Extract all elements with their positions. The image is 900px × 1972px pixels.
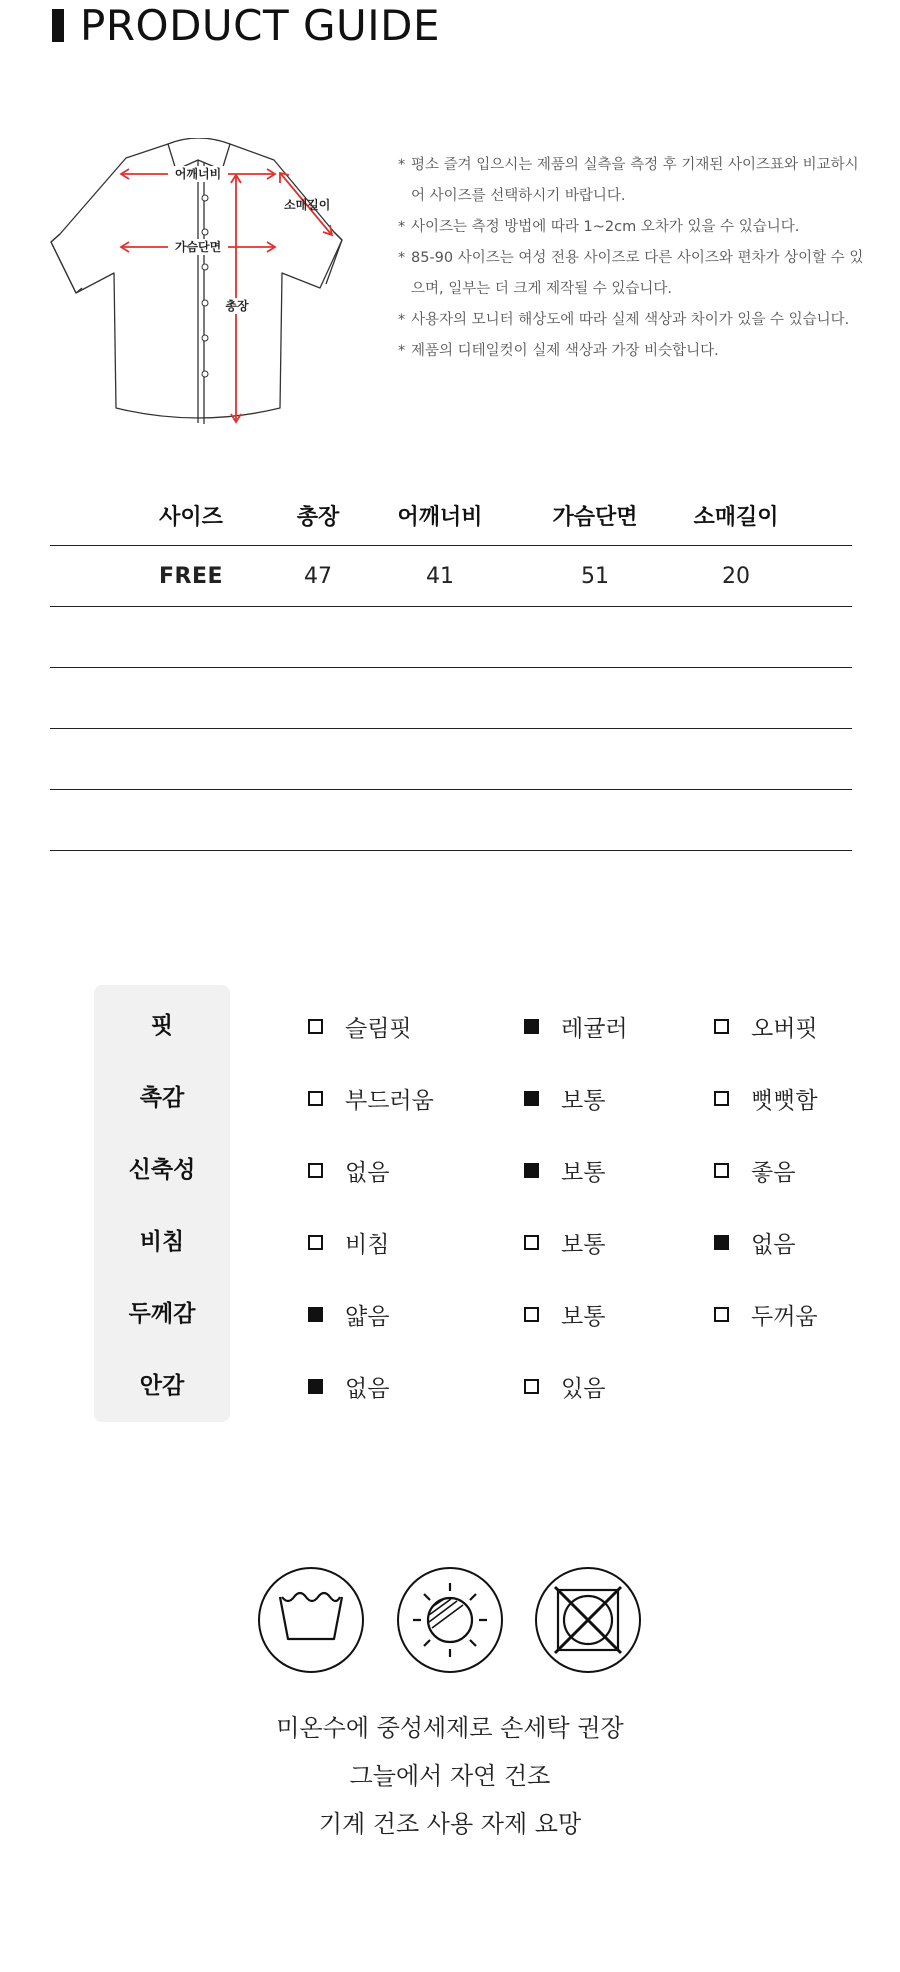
checkbox-icon xyxy=(714,1307,729,1322)
attribute-option xyxy=(524,1062,605,1134)
option-label: 부드러움 xyxy=(345,1087,434,1114)
option-label: 얇음 xyxy=(345,1303,390,1330)
note-bullet: * xyxy=(398,250,406,266)
table-cell: FREE xyxy=(158,563,224,589)
note-text: 사이즈는 측정 방법에 따라 1~2cm 오차가 있을 수 있습니다. xyxy=(411,219,800,235)
attribute-option xyxy=(308,1206,389,1278)
size-notes xyxy=(398,150,868,367)
option-label: 없음 xyxy=(345,1159,390,1186)
attribute-label: 핏 xyxy=(150,1013,174,1039)
shirt-button xyxy=(202,195,208,201)
option-label: 있음 xyxy=(561,1375,606,1402)
option-label: 보통 xyxy=(561,1303,606,1330)
shirt-button xyxy=(202,300,208,306)
shirt-button xyxy=(202,371,208,377)
chest-label: 가슴단면 xyxy=(174,240,222,254)
attribute-option xyxy=(308,1134,389,1206)
attribute-label: 촉감 xyxy=(139,1085,185,1111)
size-table-header xyxy=(50,485,852,546)
attribute-row-lining xyxy=(94,1350,854,1422)
shirt-button xyxy=(202,335,208,341)
page-title: PRODUCT GUIDE xyxy=(80,1,441,50)
attribute-label: 신축성 xyxy=(128,1157,196,1183)
note-bullet: * xyxy=(398,219,406,235)
checkbox-checked-icon xyxy=(524,1163,539,1178)
attribute-option xyxy=(308,1062,434,1134)
table-cell: 51 xyxy=(581,563,609,589)
attribute-row-thickness xyxy=(94,1278,854,1350)
column-header: 어깨너비 xyxy=(397,504,483,530)
no-tumble-dry-icon xyxy=(535,1567,641,1673)
column-header: 총장 xyxy=(296,504,340,530)
attribute-label: 비침 xyxy=(139,1229,185,1255)
option-label: 보통 xyxy=(561,1087,606,1114)
shirt-button xyxy=(202,229,208,235)
attribute-row-stretch xyxy=(94,1134,854,1206)
attribute-label: 두께감 xyxy=(128,1301,196,1327)
attribute-option xyxy=(714,990,818,1062)
checkbox-icon xyxy=(308,1091,323,1106)
option-label: 뻣뻣함 xyxy=(751,1087,818,1114)
column-header: 소매길이 xyxy=(693,504,779,530)
checkbox-icon xyxy=(714,1019,729,1034)
note-text: 제품의 디테일컷이 실제 색상과 가장 비슷합니다. xyxy=(411,343,719,359)
table-row xyxy=(50,668,852,729)
attribute-option xyxy=(308,1278,389,1350)
option-label: 비침 xyxy=(345,1231,390,1258)
checkbox-icon xyxy=(524,1307,539,1322)
option-label: 레귤러 xyxy=(561,1015,628,1042)
shirt-measurement-diagram xyxy=(48,138,368,438)
table-cell: 41 xyxy=(426,563,454,589)
checkbox-checked-icon xyxy=(524,1091,539,1106)
attribute-option xyxy=(524,1206,605,1278)
checkbox-checked-icon xyxy=(308,1307,323,1322)
checkbox-icon xyxy=(524,1235,539,1250)
note-item xyxy=(398,243,868,305)
checkbox-icon xyxy=(714,1091,729,1106)
size-table xyxy=(50,485,852,851)
attribute-option xyxy=(714,1206,795,1278)
column-header: 사이즈 xyxy=(159,504,223,530)
table-row xyxy=(50,607,852,668)
attribute-row-texture xyxy=(94,1062,854,1134)
checkbox-icon xyxy=(524,1379,539,1394)
attribute-option xyxy=(714,1134,795,1206)
attribute-option xyxy=(524,1350,605,1422)
option-label: 없음 xyxy=(751,1231,796,1258)
length-label: 총장 xyxy=(225,299,249,313)
table-row xyxy=(50,729,852,790)
checkbox-icon xyxy=(308,1235,323,1250)
option-label: 두꺼움 xyxy=(751,1303,818,1330)
table-cell: 47 xyxy=(304,563,332,589)
option-label: 슬림핏 xyxy=(345,1015,412,1042)
shirt-button xyxy=(202,264,208,270)
checkbox-checked-icon xyxy=(714,1235,729,1250)
sleeve-label: 소매길이 xyxy=(284,198,331,212)
note-item xyxy=(398,150,868,212)
table-cell: 20 xyxy=(722,563,750,589)
care-instruction-text: 그늘에서 자연 건조 xyxy=(349,1762,551,1790)
hand-wash-30-icon xyxy=(258,1567,364,1673)
table-row xyxy=(50,790,852,851)
option-label: 좋음 xyxy=(751,1159,796,1186)
note-item xyxy=(398,212,868,243)
care-instruction-text: 기계 건조 사용 자제 요망 xyxy=(318,1810,582,1838)
checkbox-icon xyxy=(308,1163,323,1178)
care-instruction-text: 미온수에 중성세제로 손세탁 권장 xyxy=(276,1714,624,1742)
dry-in-shade-icon xyxy=(397,1567,503,1673)
table-row xyxy=(50,546,852,607)
title-marker-bar xyxy=(52,9,64,42)
attribute-option xyxy=(714,1278,818,1350)
note-text: 85-90 사이즈는 여성 전용 사이즈로 다른 사이즈와 편차가 상이할 수 있으며, 일부는 더 크게 제작될 수 있습니다. xyxy=(411,250,864,297)
attribute-option xyxy=(308,1350,389,1422)
note-item xyxy=(398,305,868,336)
attribute-option xyxy=(524,1278,605,1350)
note-text: 평소 즐겨 입으시는 제품의 실측을 측정 후 기재된 사이즈표와 비교하시어 사이즈를 선택하시기 바랍니다. xyxy=(411,157,859,204)
attribute-label: 안감 xyxy=(139,1373,185,1399)
attribute-option xyxy=(524,1134,605,1206)
column-header: 가슴단면 xyxy=(552,504,638,530)
option-label: 보통 xyxy=(561,1159,606,1186)
note-bullet: * xyxy=(398,157,406,173)
attribute-option xyxy=(524,990,628,1062)
attribute-option xyxy=(714,1062,818,1134)
shoulder-label: 어깨너비 xyxy=(174,167,222,181)
option-label: 없음 xyxy=(345,1375,390,1402)
attribute-row-sheerness xyxy=(94,1206,854,1278)
care-instructions xyxy=(0,1704,900,1848)
note-bullet: * xyxy=(398,343,406,359)
note-item xyxy=(398,336,868,367)
checkbox-icon xyxy=(308,1019,323,1034)
attribute-row-fit xyxy=(94,990,854,1062)
checkbox-checked-icon xyxy=(308,1379,323,1394)
attribute-option xyxy=(308,990,412,1062)
checkbox-icon xyxy=(714,1163,729,1178)
note-text: 사용자의 모니터 해상도에 따라 실제 색상과 차이가 있을 수 있습니다. xyxy=(411,312,850,328)
option-label: 오버핏 xyxy=(751,1015,818,1042)
shirt-body-outline xyxy=(51,144,342,418)
checkbox-checked-icon xyxy=(524,1019,539,1034)
note-bullet: * xyxy=(398,312,406,328)
option-label: 보통 xyxy=(561,1231,606,1258)
